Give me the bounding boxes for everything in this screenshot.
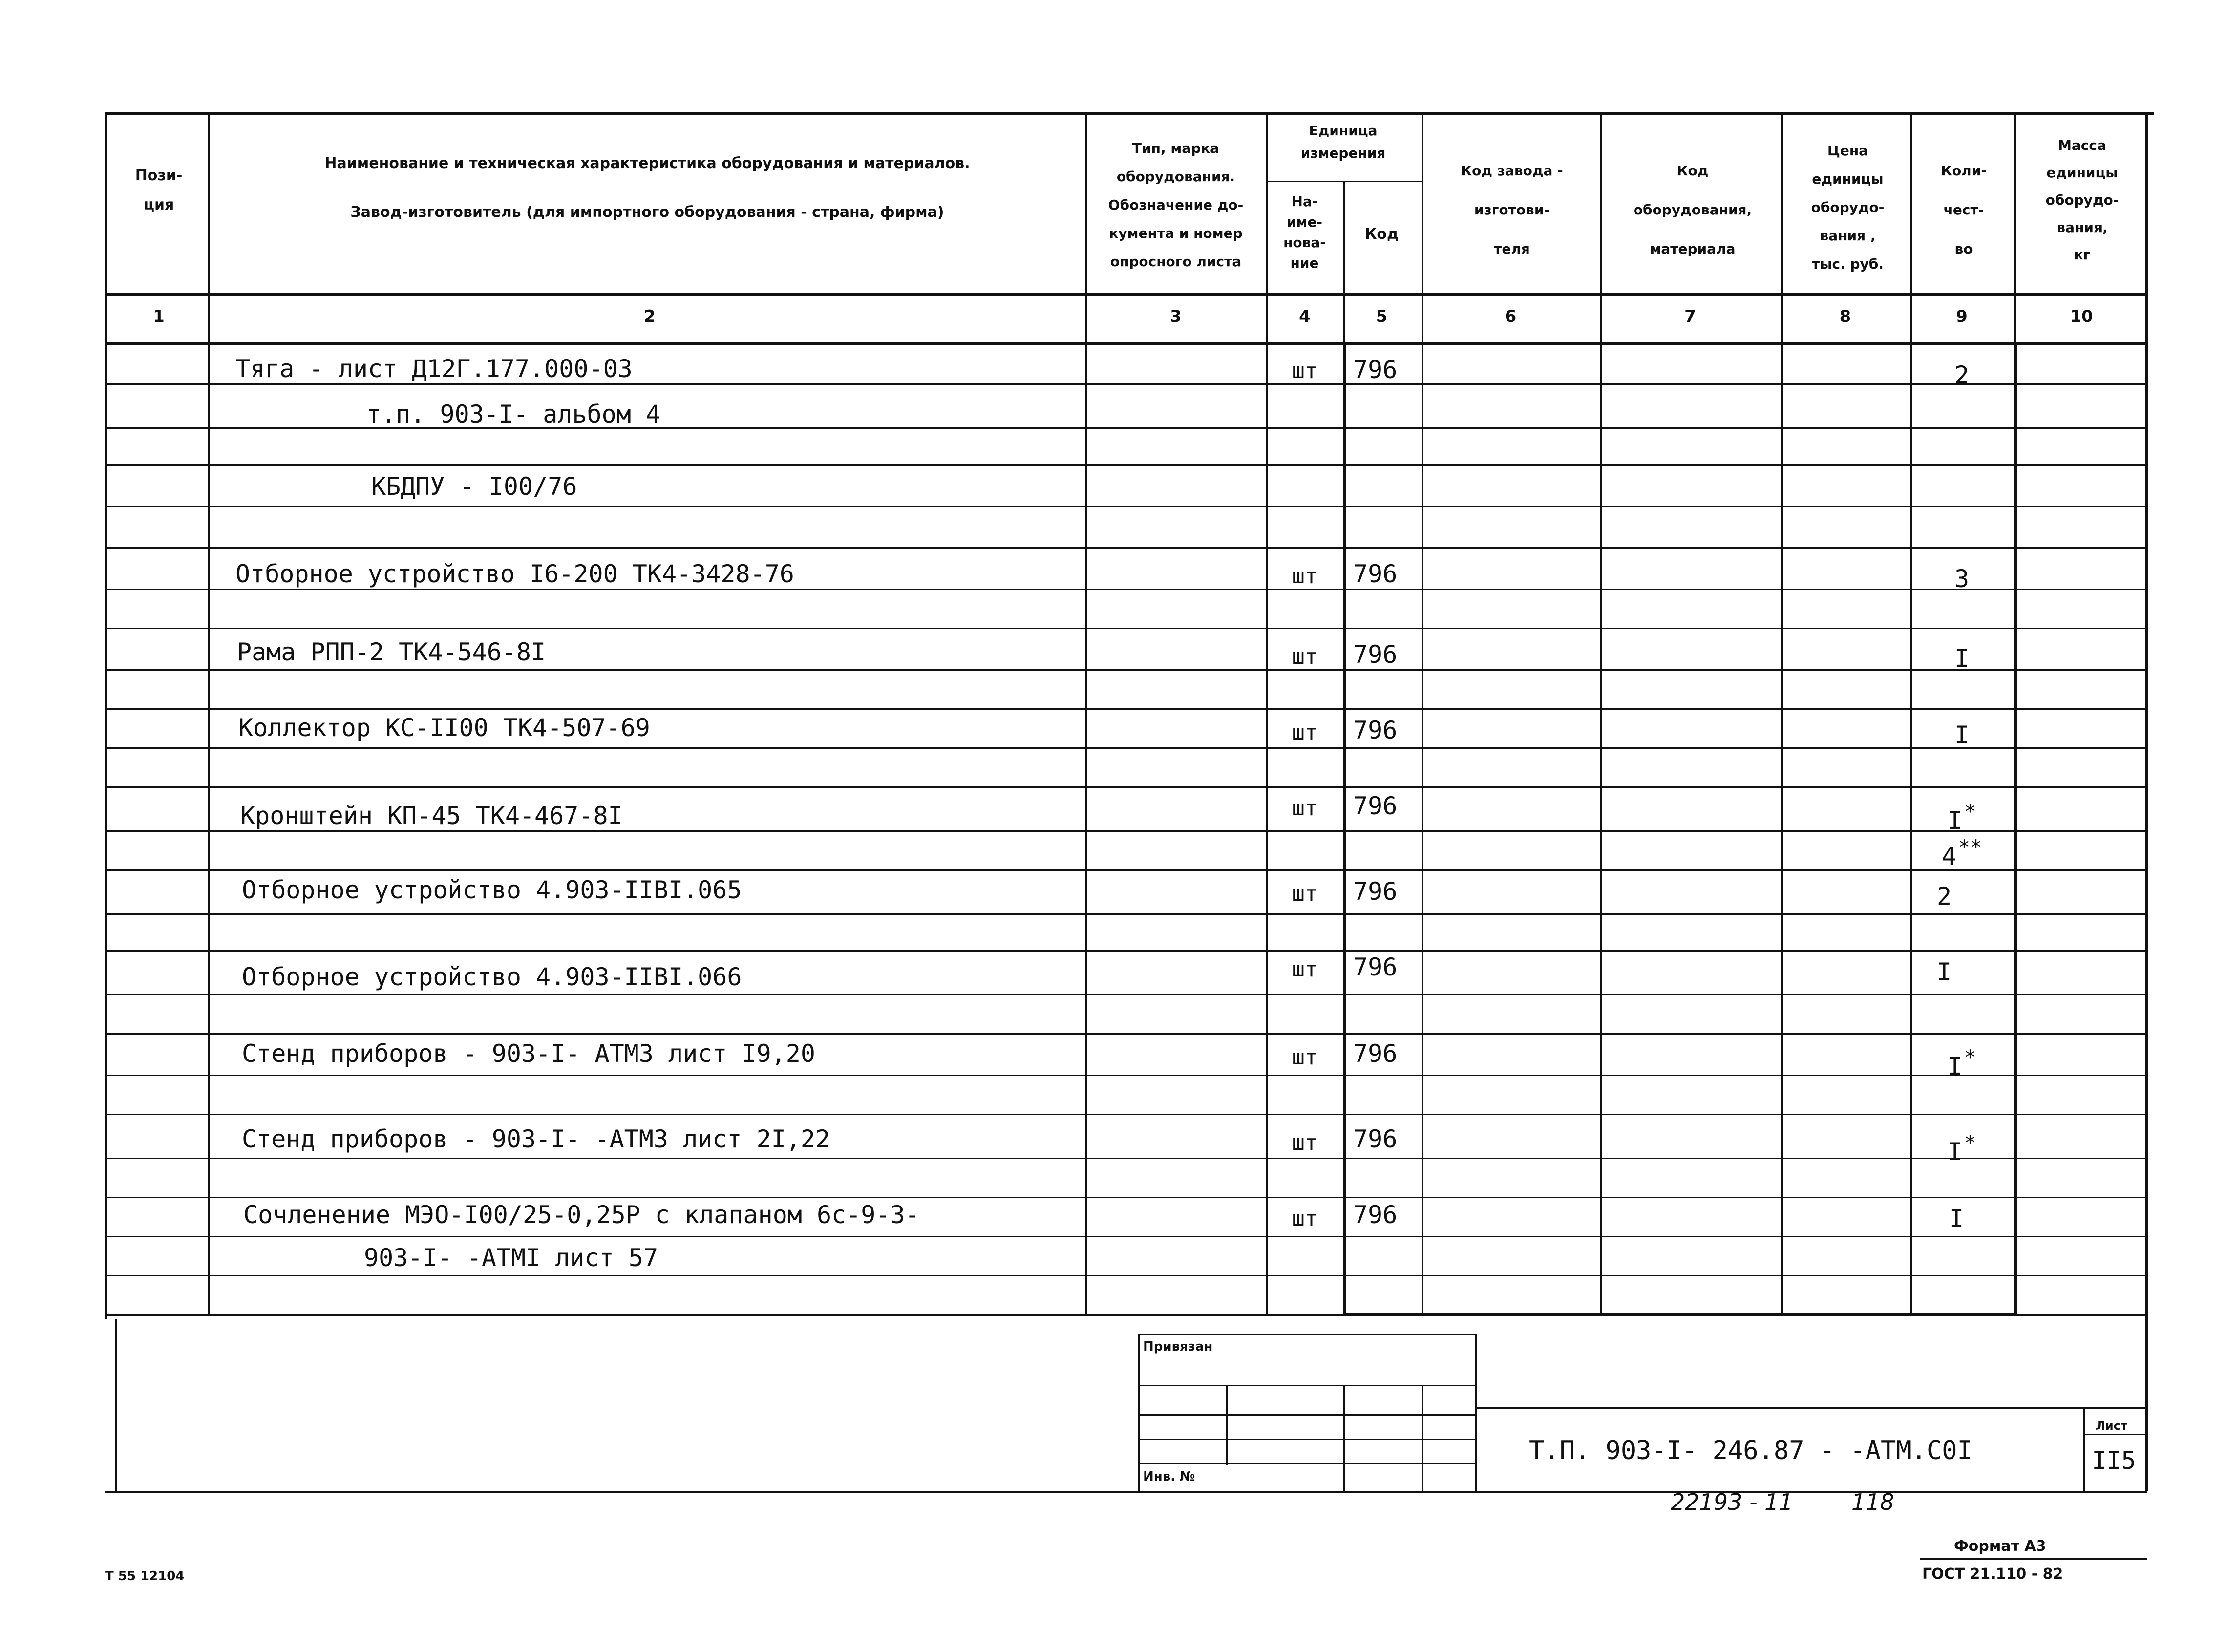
grid-line bbox=[1920, 1558, 2147, 1560]
grid-line bbox=[208, 112, 210, 1314]
grid-line bbox=[105, 1075, 2147, 1076]
grid-line bbox=[105, 547, 2147, 549]
column-number-5: 5 bbox=[1376, 307, 1388, 326]
item-unit: шт bbox=[1292, 957, 1318, 982]
item-quantity-note-mark: * bbox=[1964, 1132, 1976, 1154]
header-name: Наименование и техническая характеристика оборудования и материалов. Завод-изготовитель (для импортного оборудования - страна, фирма) bbox=[324, 155, 970, 221]
grid-line bbox=[105, 383, 2147, 385]
grid-line bbox=[105, 869, 2147, 871]
grid-line bbox=[2083, 1407, 2085, 1491]
item-quantity: I bbox=[1949, 1205, 1964, 1233]
column-number-4: 4 bbox=[1299, 307, 1311, 326]
header-unit-mass: Масса единицы оборудо- вания, кг bbox=[2045, 137, 2119, 263]
sheet-number: II5 bbox=[2092, 1446, 2136, 1475]
item-unit: шт bbox=[1292, 644, 1318, 669]
grid-line bbox=[1138, 1334, 1140, 1491]
grid-line bbox=[105, 1033, 2147, 1035]
item-unit-code: 796 bbox=[1353, 1039, 1398, 1068]
grid-line bbox=[105, 1158, 2147, 1159]
print-code: Т 55 12104 bbox=[105, 1569, 185, 1584]
item-name: Коллектор КС-II00 ТК4-507-69 bbox=[238, 714, 650, 742]
item-unit-code: 796 bbox=[1353, 560, 1398, 588]
item-quantity-note-mark: ** bbox=[1958, 836, 1982, 859]
grid-line bbox=[105, 1275, 2147, 1276]
handwritten-page-number: 118 bbox=[1851, 1489, 1894, 1515]
item-unit-code: 796 bbox=[1353, 356, 1398, 384]
grid-line bbox=[1138, 1385, 1475, 1386]
grid-line bbox=[2083, 1434, 2147, 1435]
grid-line bbox=[105, 589, 2147, 590]
item-unit: шт bbox=[1292, 796, 1318, 821]
grid-line bbox=[1475, 1407, 2147, 1409]
grid-line bbox=[1343, 342, 1346, 1314]
grid-line bbox=[1138, 1334, 1475, 1335]
grid-line bbox=[1422, 112, 1423, 1314]
item-quantity: I bbox=[1954, 644, 1970, 673]
item-quantity bbox=[1910, 833, 2014, 871]
frame-bottom bbox=[105, 1491, 2147, 1493]
standard-reference: ГОСТ 21.110 - 82 bbox=[1922, 1566, 2063, 1583]
item-quantity bbox=[1910, 1043, 2014, 1081]
grid-line bbox=[105, 950, 2147, 952]
stamp-inventory-label: Инв. № bbox=[1143, 1469, 1195, 1484]
header-type: Тип, марка оборудования. Обозначение до- кумента и номер опросного листа bbox=[1108, 140, 1244, 270]
item-quantity bbox=[1910, 797, 2014, 835]
frame-top bbox=[105, 112, 2154, 115]
grid-line bbox=[105, 628, 2147, 629]
grid-line bbox=[1781, 112, 1783, 1314]
item-quantity-note-mark: * bbox=[1964, 1046, 1976, 1069]
item-quantity-value: 4 bbox=[1941, 842, 1956, 870]
item-name: Сочленение МЭО-I00/25-0,25Р с клапаном 6с-9-3- bbox=[243, 1201, 920, 1229]
item-unit-code: 796 bbox=[1353, 1125, 1398, 1153]
handwritten-registration-number: 22193 - 11 bbox=[1671, 1489, 1793, 1515]
grid-line bbox=[105, 1236, 2147, 1237]
item-unit-code: 796 bbox=[1353, 877, 1398, 906]
grid-line bbox=[1226, 1385, 1228, 1465]
stamp-attached-label: Привязан bbox=[1143, 1339, 1213, 1354]
grid-line bbox=[1343, 1385, 1345, 1491]
item-name: Тяга - лист Д12Г.177.000-03 bbox=[235, 355, 633, 383]
item-name: Стенд приборов - 903-I- АТМ3 лист I9,20 bbox=[242, 1039, 815, 1068]
grid-line bbox=[105, 708, 2147, 710]
header-factory-code: Код завода - изготови- теля bbox=[1461, 163, 1563, 257]
item-unit: шт bbox=[1292, 1130, 1318, 1155]
grid-line bbox=[1138, 1463, 1475, 1464]
item-name-continued: т.п. 903-I- альбом 4 bbox=[366, 400, 661, 428]
column-number-3: 3 bbox=[1170, 307, 1182, 326]
header-quantity: Коли- чест- во bbox=[1941, 163, 1987, 257]
header-unit-name: На- име- нова- ние bbox=[1283, 193, 1326, 271]
format-label: Формат А3 bbox=[1954, 1538, 2046, 1555]
grid-line bbox=[105, 747, 2147, 749]
item-name-continued: 903-I- -АТМI лист 57 bbox=[364, 1244, 658, 1272]
item-name: Рама РПП-2 ТК4-546-8I bbox=[237, 638, 546, 666]
column-number-2: 2 bbox=[644, 307, 656, 326]
column-number-7: 7 bbox=[1684, 307, 1696, 326]
item-quantity: I bbox=[1954, 721, 1970, 749]
item-quantity-value: I bbox=[1947, 1052, 1962, 1080]
column-number-10: 10 bbox=[2070, 307, 2093, 326]
item-quantity: 3 bbox=[1954, 565, 1970, 593]
item-unit: шт bbox=[1292, 564, 1318, 589]
item-quantity bbox=[1910, 1128, 2014, 1166]
item-quantity-value: I bbox=[1947, 1138, 1962, 1166]
grid-line bbox=[105, 464, 2147, 466]
item-unit: шт bbox=[1292, 720, 1318, 745]
grid-line bbox=[105, 342, 2147, 345]
grid-line bbox=[105, 669, 2147, 671]
column-number-6: 6 bbox=[1505, 307, 1517, 326]
item-name: Отборное устройство 4.903-IIBI.066 bbox=[242, 963, 742, 991]
item-quantity: 2 bbox=[1937, 882, 1952, 911]
column-number-1: 1 bbox=[153, 307, 165, 326]
grid-line bbox=[105, 1314, 2147, 1316]
grid-line bbox=[105, 293, 2147, 296]
column-number-9: 9 bbox=[1956, 307, 1968, 326]
item-name: Стенд приборов - 903-I- -АТМ3 лист 2I,22 bbox=[242, 1125, 830, 1153]
item-unit: шт bbox=[1292, 881, 1318, 906]
sheet-label: Лист bbox=[2096, 1419, 2127, 1433]
grid-line bbox=[105, 506, 2147, 507]
grid-line bbox=[105, 1197, 2147, 1198]
grid-line bbox=[1085, 112, 1087, 1314]
item-unit: шт bbox=[1292, 1045, 1318, 1070]
grid-line bbox=[105, 913, 2147, 915]
header-position: Пози- ция bbox=[135, 167, 183, 213]
grid-line bbox=[105, 830, 2147, 832]
item-unit-code: 796 bbox=[1353, 640, 1398, 669]
header-unit-code: Код bbox=[1364, 226, 1399, 243]
document-designation: Т.П. 903-I- 246.87 - -АТМ.С0I bbox=[1529, 1436, 1973, 1465]
grid-line bbox=[1138, 1414, 1475, 1416]
grid-line bbox=[105, 1114, 2147, 1115]
item-name: Отборное устройство I6-200 ТК4-3428-76 bbox=[235, 560, 794, 588]
item-unit-code: 796 bbox=[1353, 953, 1398, 981]
grid-line bbox=[1422, 1385, 1423, 1491]
item-unit: шт bbox=[1292, 359, 1318, 383]
item-quantity-note-mark: * bbox=[1964, 801, 1976, 823]
item-unit-code: 796 bbox=[1353, 1201, 1398, 1229]
item-unit: шт bbox=[1292, 1206, 1318, 1231]
item-name-continued: КБДПУ - I00/76 bbox=[371, 472, 577, 501]
item-name: Отборное устройство 4.903-IIBI.065 bbox=[242, 876, 742, 904]
header-unit-price: Цена единицы оборудо- вания , тыс. руб. bbox=[1811, 143, 1885, 272]
grid-line bbox=[1600, 112, 1602, 1314]
grid-line bbox=[1138, 1439, 1475, 1440]
item-unit-code: 796 bbox=[1353, 716, 1398, 744]
grid-line bbox=[105, 994, 2147, 995]
header-equipment-code: Код оборудования, материала bbox=[1633, 163, 1752, 257]
frame-left bbox=[115, 1319, 117, 1491]
item-unit-code: 796 bbox=[1353, 792, 1398, 820]
column-number-8: 8 bbox=[1839, 307, 1851, 326]
header-unit-group: Единица измерения bbox=[1300, 123, 1386, 161]
item-name: Кронштейн КП-45 ТК4-467-8I bbox=[240, 802, 623, 830]
item-quantity: 2 bbox=[1954, 361, 1970, 389]
grid-line bbox=[1475, 1334, 1477, 1491]
grid-line bbox=[2014, 342, 2017, 1314]
item-quantity: I bbox=[1937, 958, 1952, 986]
grid-line bbox=[105, 786, 2147, 788]
item-quantity-value: I bbox=[1947, 806, 1962, 835]
